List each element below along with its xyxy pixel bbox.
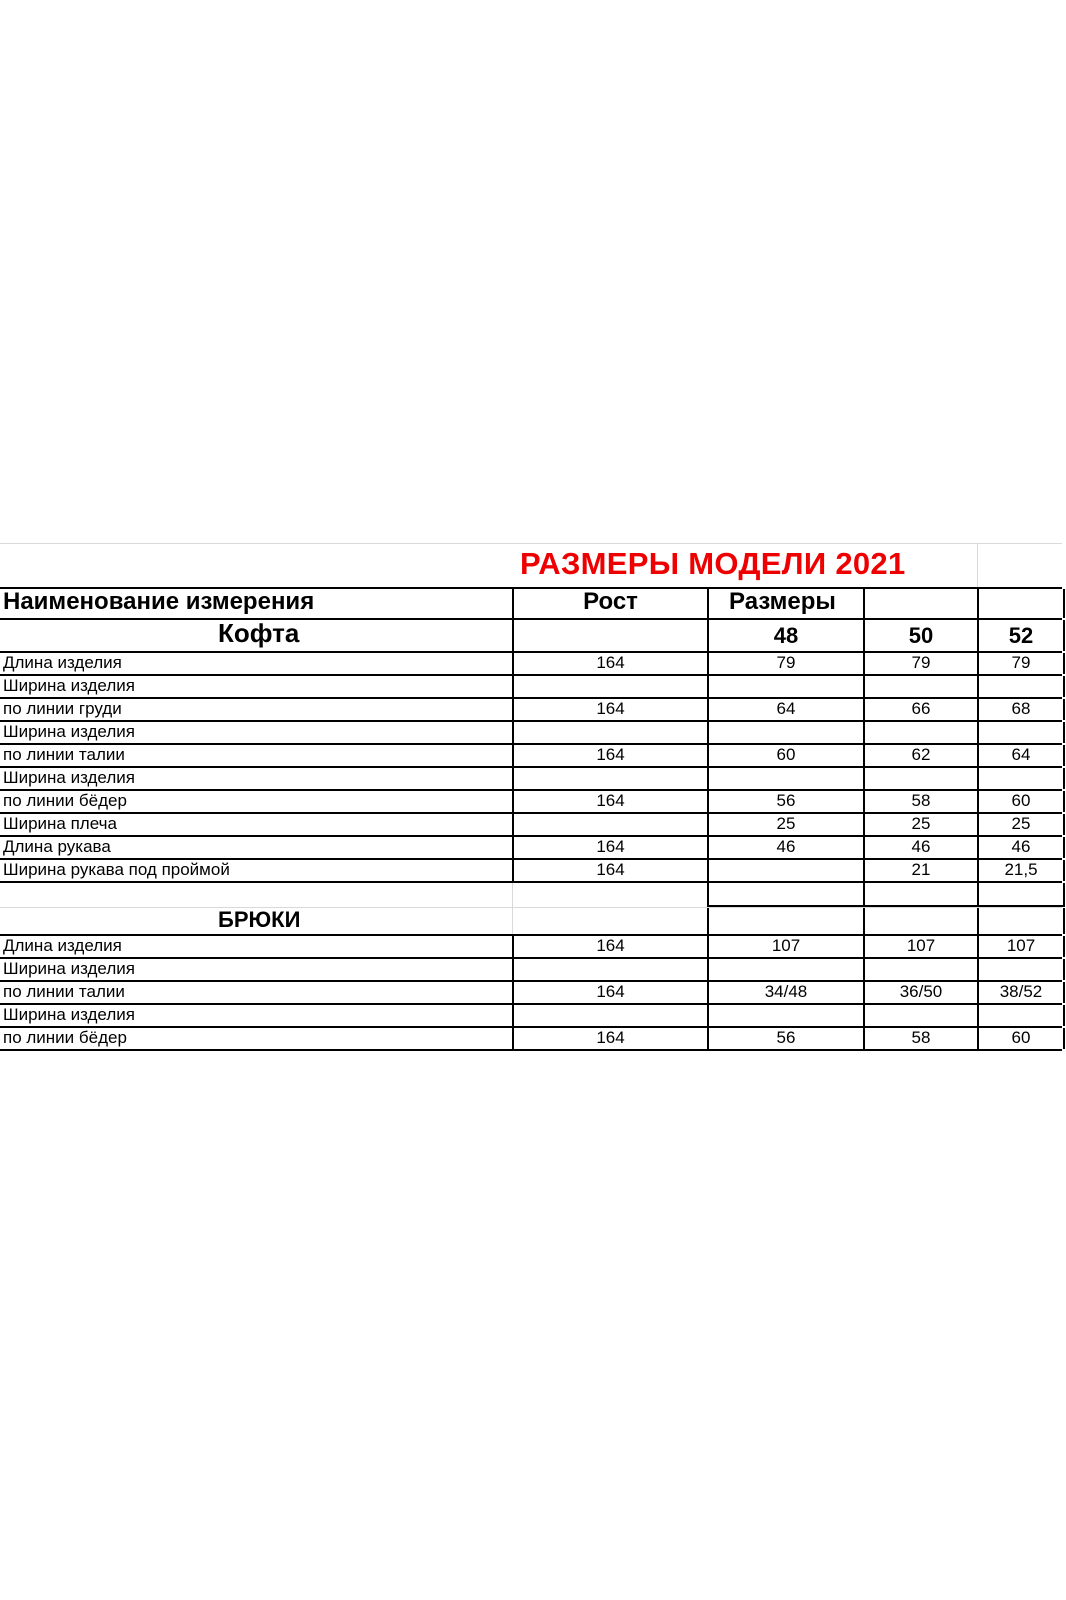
- size-52-value: [977, 676, 1065, 697]
- measurement-label: Ширина изделия: [3, 1005, 135, 1024]
- header-name-label: Наименование измерения: [3, 589, 315, 615]
- height-value: [512, 722, 707, 743]
- size-52-value: 21,5: [977, 860, 1065, 881]
- size-50-value: [863, 676, 977, 697]
- bryuki-section-empty-cell: [512, 908, 707, 934]
- height-value: 164: [512, 745, 707, 766]
- table-row: [0, 768, 1062, 791]
- size-52-label: 52: [977, 620, 1065, 651]
- measurement-label: по линии талии: [3, 982, 125, 1001]
- size-48-value: 56: [707, 791, 863, 812]
- height-value: 164: [512, 837, 707, 858]
- size-52-value: 60: [977, 791, 1065, 812]
- size-52-value: 64: [977, 745, 1065, 766]
- size-52-value: 68: [977, 699, 1065, 720]
- size-50-value: 36/50: [863, 982, 977, 1003]
- size-50-value: [863, 1005, 977, 1026]
- header-sizes-label: Размеры: [707, 589, 863, 618]
- size-52-value: 79: [977, 653, 1065, 674]
- height-value: [512, 768, 707, 789]
- table-row: [0, 936, 1062, 959]
- title-row-end-cell: [977, 544, 1065, 587]
- spacer-cell: [863, 883, 977, 907]
- spacer-cell: [0, 883, 512, 907]
- height-value: 164: [512, 791, 707, 812]
- size-48-value: [707, 959, 863, 980]
- size-52-value: [977, 1005, 1065, 1026]
- size-48-value: 107: [707, 936, 863, 957]
- size-48-value: 60: [707, 745, 863, 766]
- height-value: [512, 959, 707, 980]
- size-48-value: 64: [707, 699, 863, 720]
- measurement-label: по линии талии: [3, 745, 125, 764]
- header-height-label: Рост: [512, 589, 707, 618]
- size-50-value: [863, 722, 977, 743]
- size-48-value: 34/48: [707, 982, 863, 1003]
- size-chart-grid: [0, 543, 1062, 1051]
- size-48-value: 46: [707, 837, 863, 858]
- size-50-value: 58: [863, 791, 977, 812]
- size-48-value: [707, 722, 863, 743]
- height-value: [512, 676, 707, 697]
- height-value: [512, 814, 707, 835]
- measurement-label: Ширина изделия: [3, 676, 135, 695]
- kofta-rows: [0, 653, 1062, 883]
- table-row: [0, 837, 1062, 860]
- title-row: [0, 543, 1062, 587]
- measurement-label: Ширина изделия: [3, 722, 135, 741]
- size-50-value: 25: [863, 814, 977, 835]
- measurement-label: по линии бёдер: [3, 791, 127, 810]
- table-row: [0, 791, 1062, 814]
- size-48-value: [707, 768, 863, 789]
- height-value: 164: [512, 860, 707, 881]
- size-48-value: [707, 1005, 863, 1026]
- table-row: [0, 814, 1062, 837]
- size-48-value: 25: [707, 814, 863, 835]
- measurement-label: Длина изделия: [3, 653, 122, 672]
- size-chart-sheet: [0, 543, 1066, 1051]
- size-48-label: 48: [707, 620, 863, 651]
- height-value: 164: [512, 699, 707, 720]
- table-row: [0, 959, 1062, 982]
- measurement-label: Длина рукава: [3, 837, 111, 856]
- size-50-value: 107: [863, 936, 977, 957]
- size-48-value: [707, 860, 863, 881]
- spacer-cell: [512, 883, 707, 907]
- spacer-cell: [707, 883, 863, 907]
- height-value: 164: [512, 1028, 707, 1049]
- size-52-value: 38/52: [977, 982, 1065, 1003]
- table-row: [0, 699, 1062, 722]
- size-50-value: 58: [863, 1028, 977, 1049]
- bryuki-section-empty-cell: [707, 908, 863, 934]
- kofta-section-empty-cell: [512, 620, 707, 651]
- size-50-label: 50: [863, 620, 977, 651]
- size-52-value: [977, 768, 1065, 789]
- size-50-value: 79: [863, 653, 977, 674]
- size-50-value: 21: [863, 860, 977, 881]
- table-row: [0, 653, 1062, 676]
- table-row: [0, 860, 1062, 883]
- table-row: [0, 676, 1062, 699]
- table-row: [0, 1028, 1062, 1051]
- measurement-label: по линии бёдер: [3, 1028, 127, 1047]
- page-title: РАЗМЕРЫ МОДЕЛИ 2021: [520, 546, 906, 581]
- bryuki-section-row: [0, 908, 1062, 936]
- size-50-value: [863, 959, 977, 980]
- kofta-section-row: [0, 620, 1062, 653]
- measurement-label: Ширина изделия: [3, 768, 135, 787]
- table-row: [0, 1005, 1062, 1028]
- size-52-value: 25: [977, 814, 1065, 835]
- size-48-value: [707, 676, 863, 697]
- table-row: [0, 982, 1062, 1005]
- header-row: [0, 587, 1062, 620]
- size-52-value: 107: [977, 936, 1065, 957]
- kofta-section-label: Кофта: [218, 620, 300, 648]
- size-52-value: [977, 959, 1065, 980]
- measurement-label: Длина изделия: [3, 936, 122, 955]
- height-value: 164: [512, 982, 707, 1003]
- height-value: [512, 1005, 707, 1026]
- size-52-value: 46: [977, 837, 1065, 858]
- bryuki-section-empty-cell: [863, 908, 977, 934]
- size-50-value: 62: [863, 745, 977, 766]
- measurement-label: по линии груди: [3, 699, 122, 718]
- header-empty-cell: [977, 589, 1065, 618]
- header-empty-cell: [863, 589, 977, 618]
- measurement-label: Ширина рукава под проймой: [3, 860, 230, 879]
- size-48-value: 79: [707, 653, 863, 674]
- height-value: 164: [512, 653, 707, 674]
- size-52-value: 60: [977, 1028, 1065, 1049]
- bryuki-rows: [0, 936, 1062, 1051]
- height-value: 164: [512, 936, 707, 957]
- table-row: [0, 722, 1062, 745]
- measurement-label: Ширина плеча: [3, 814, 117, 833]
- bryuki-section-empty-cell: [977, 908, 1065, 934]
- table-row: [0, 745, 1062, 768]
- measurement-label: Ширина изделия: [3, 959, 135, 978]
- bryuki-section-label: БРЮКИ: [218, 908, 301, 932]
- size-50-value: 66: [863, 699, 977, 720]
- spacer-cell: [977, 883, 1065, 907]
- size-48-value: 56: [707, 1028, 863, 1049]
- spacer-row: [0, 883, 1062, 908]
- size-50-value: 46: [863, 837, 977, 858]
- size-52-value: [977, 722, 1065, 743]
- size-50-value: [863, 768, 977, 789]
- title-row-empty-cell: [0, 544, 512, 587]
